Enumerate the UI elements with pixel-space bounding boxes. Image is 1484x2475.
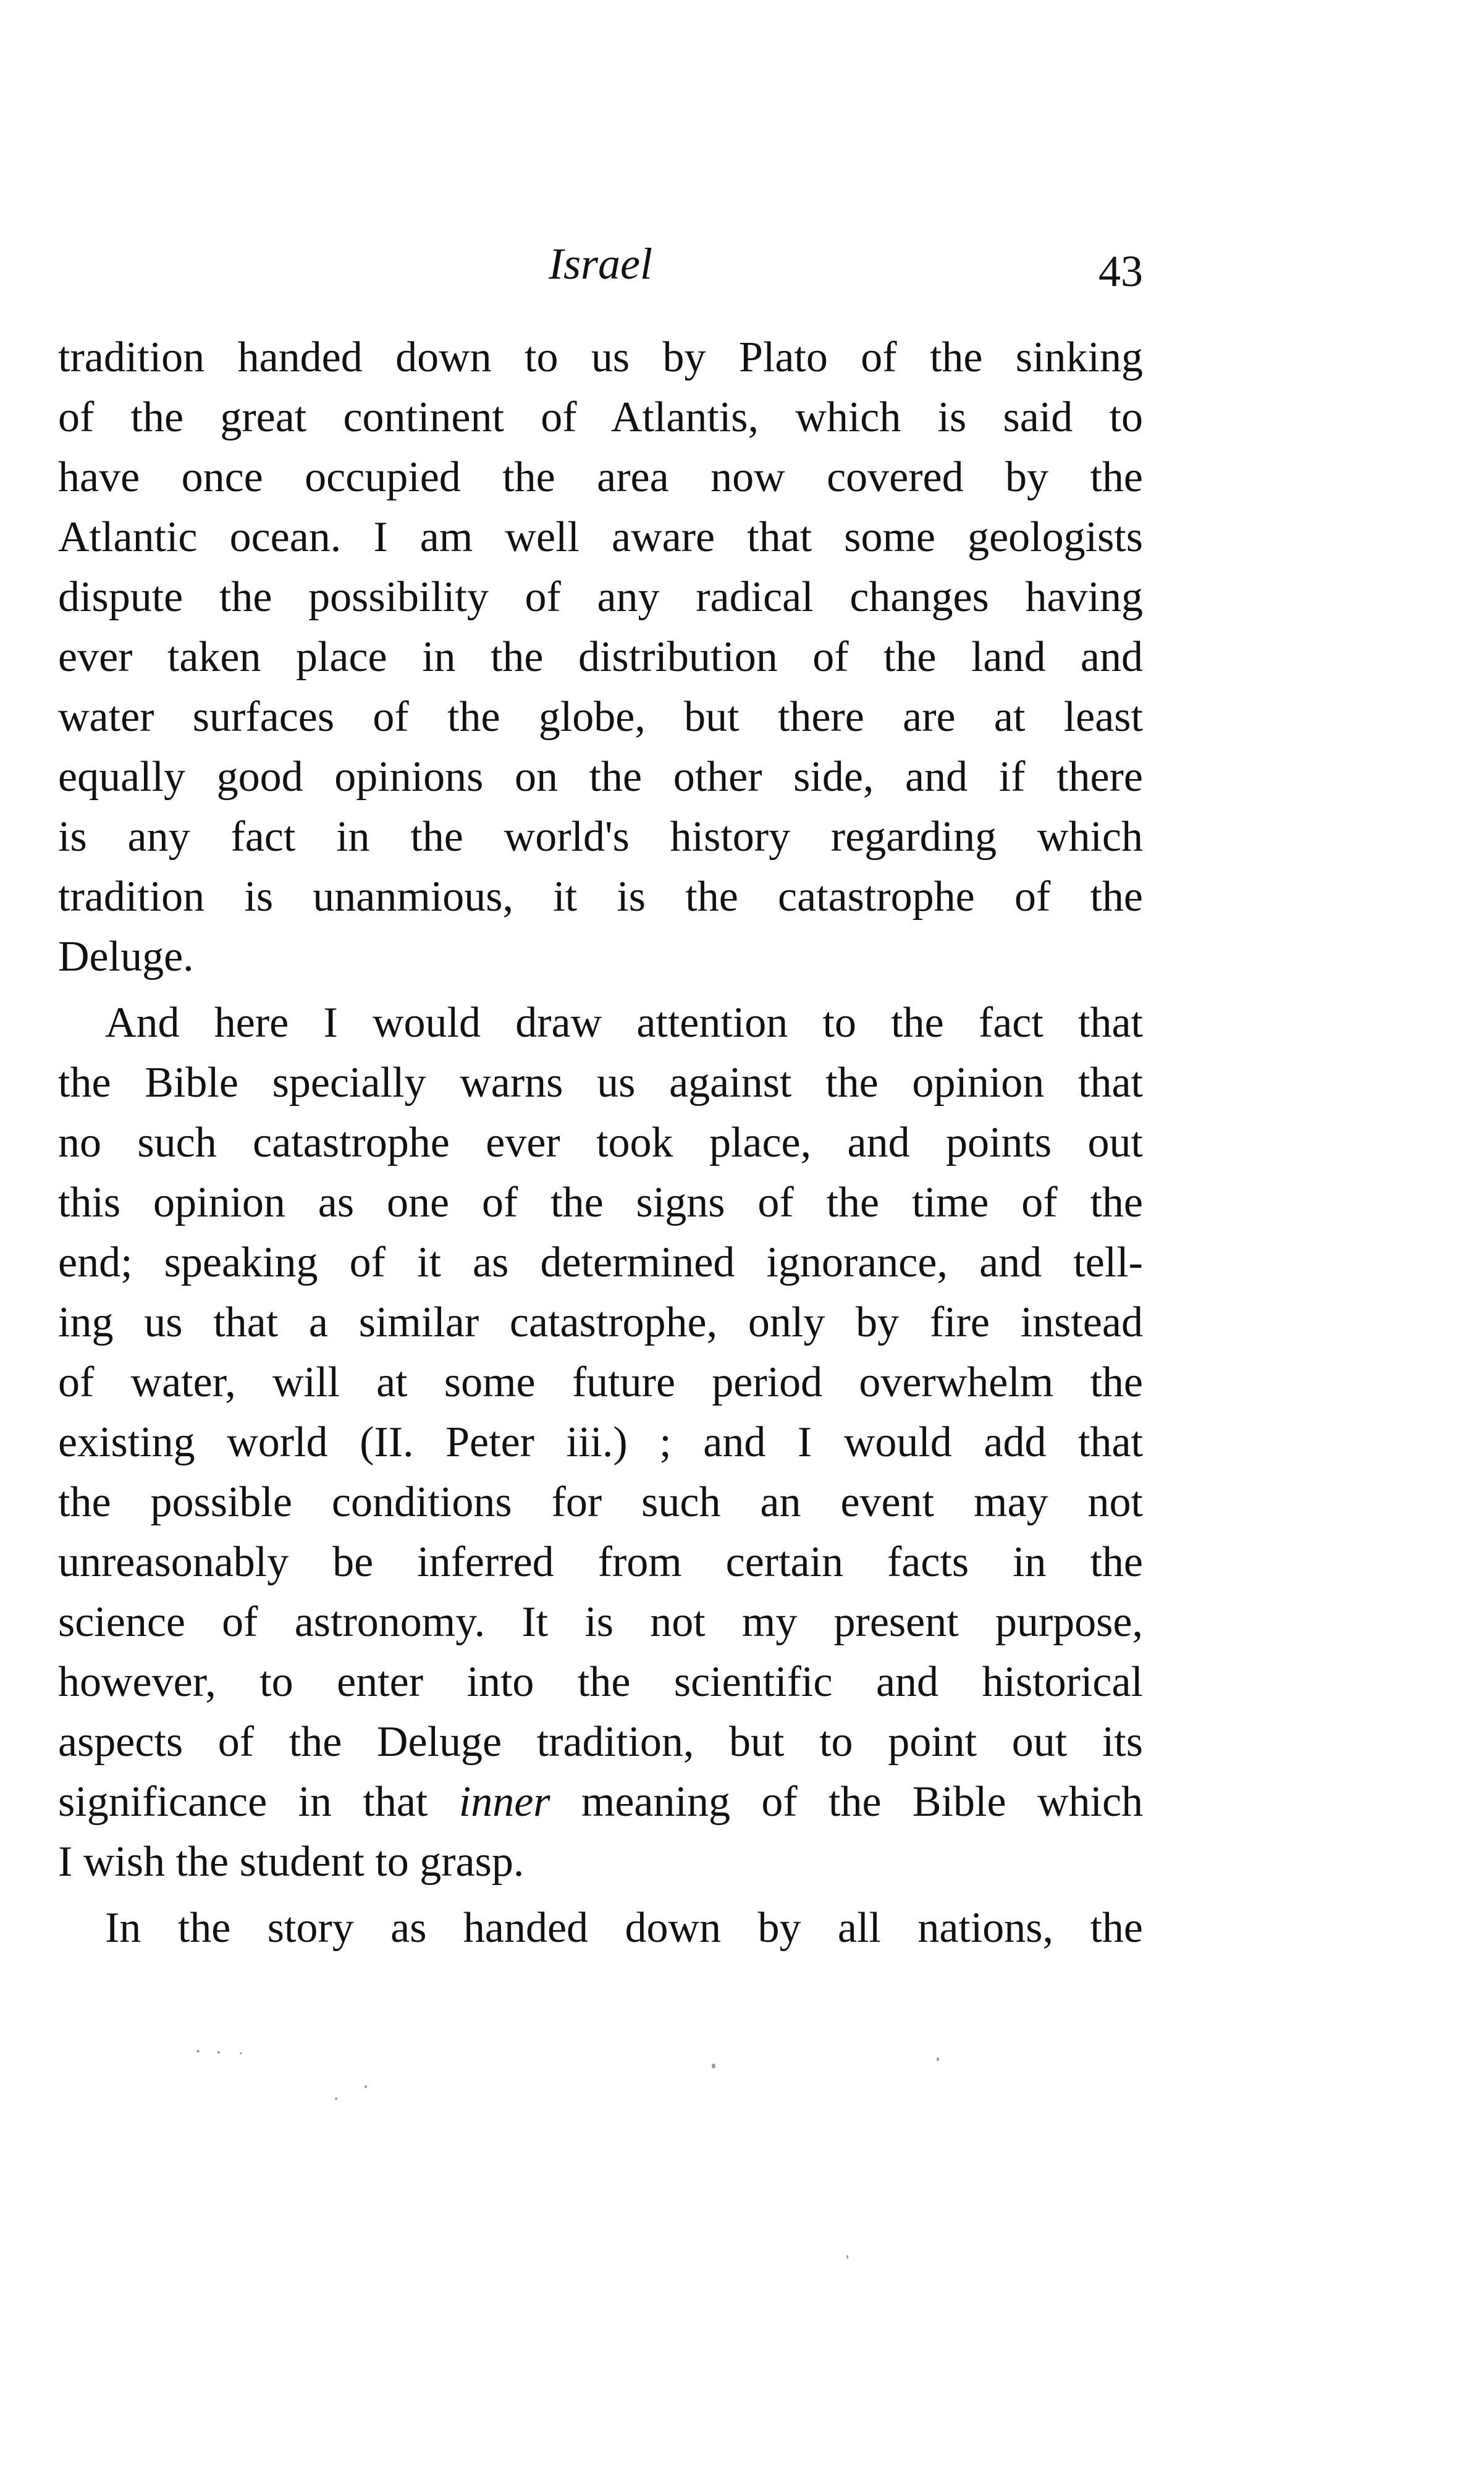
- paragraph-gap: [58, 987, 1143, 993]
- text-line: Atlantic ocean. I am well aware that some geologists: [58, 513, 1143, 561]
- text-line: however, to enter into the scientific and historical: [58, 1658, 1143, 1706]
- text-line: the Bible specially warns us against the opinion that: [58, 1059, 1143, 1107]
- text-line: aspects of the Deluge tradition, but to point out its: [58, 1718, 1143, 1766]
- page-number: 43: [1098, 247, 1143, 296]
- text-line: In the story as handed down by all nations, the: [105, 1904, 1143, 1952]
- text-line: of the great continent of Atlantis, which is said to: [58, 394, 1143, 441]
- text-line: Deluge.: [58, 933, 194, 980]
- scan-speck: [365, 2085, 367, 2088]
- text-line: ever taken place in the distribution of the land and: [58, 633, 1143, 681]
- text-line: And here I would draw attention to the fact that: [105, 999, 1143, 1047]
- text-line: this opinion as one of the signs of the time of the: [58, 1179, 1143, 1226]
- text-segment: significance in that: [58, 1778, 428, 1826]
- scan-speck: [712, 2064, 715, 2068]
- body-text: [58, 327, 1143, 1958]
- scan-speck: [240, 2052, 242, 2054]
- text-line: no such catastrophe ever took place, and points out: [58, 1119, 1143, 1166]
- text-line: tradition handed down to us by Plato of the sinking: [58, 334, 1143, 381]
- scan-speck: [335, 2098, 337, 2100]
- running-title: Israel: [549, 239, 652, 289]
- scan-speck: [846, 2255, 848, 2259]
- text-line: have once occupied the area now covered by the: [58, 453, 1143, 501]
- scan-speck: [217, 2051, 220, 2054]
- text-line: science of astronomy. It is not my present purpose,: [58, 1598, 1143, 1646]
- text-line: existing world (II. Peter iii.) ; and I would add that: [58, 1419, 1143, 1466]
- text-line: ing us that a similar catastrophe, only by fire instead: [58, 1299, 1143, 1346]
- text-line: is any fact in the world's history regarding which: [58, 813, 1143, 861]
- text-line: of water, will at some future period overwhelm the: [58, 1359, 1143, 1406]
- running-head: [58, 230, 1143, 298]
- text-segment: meaning of the Bible which: [581, 1778, 1143, 1826]
- text-line: tradition is unanmious, it is the catastrophe of the: [58, 873, 1143, 921]
- text-line: the possible conditions for such an event may not: [58, 1478, 1143, 1526]
- paragraph-gap: [58, 1892, 1143, 1898]
- text-line: unreasonably be inferred from certain facts in the: [58, 1538, 1143, 1586]
- scan-speck: [937, 2057, 939, 2061]
- text-line: equally good opinions on the other side, and if there: [58, 753, 1143, 801]
- emphasized-word: inner: [458, 1778, 550, 1826]
- text-line: water surfaces of the globe, but there are at least: [58, 693, 1143, 741]
- text-line-with-emphasis: [58, 1772, 1143, 1832]
- text-line: dispute the possibility of any radical changes having: [58, 573, 1143, 621]
- text-line: I wish the student to grasp.: [58, 1838, 525, 1886]
- scan-speck: [196, 2050, 200, 2052]
- text-line: end; speaking of it as determined ignorance, and tell-: [58, 1239, 1143, 1286]
